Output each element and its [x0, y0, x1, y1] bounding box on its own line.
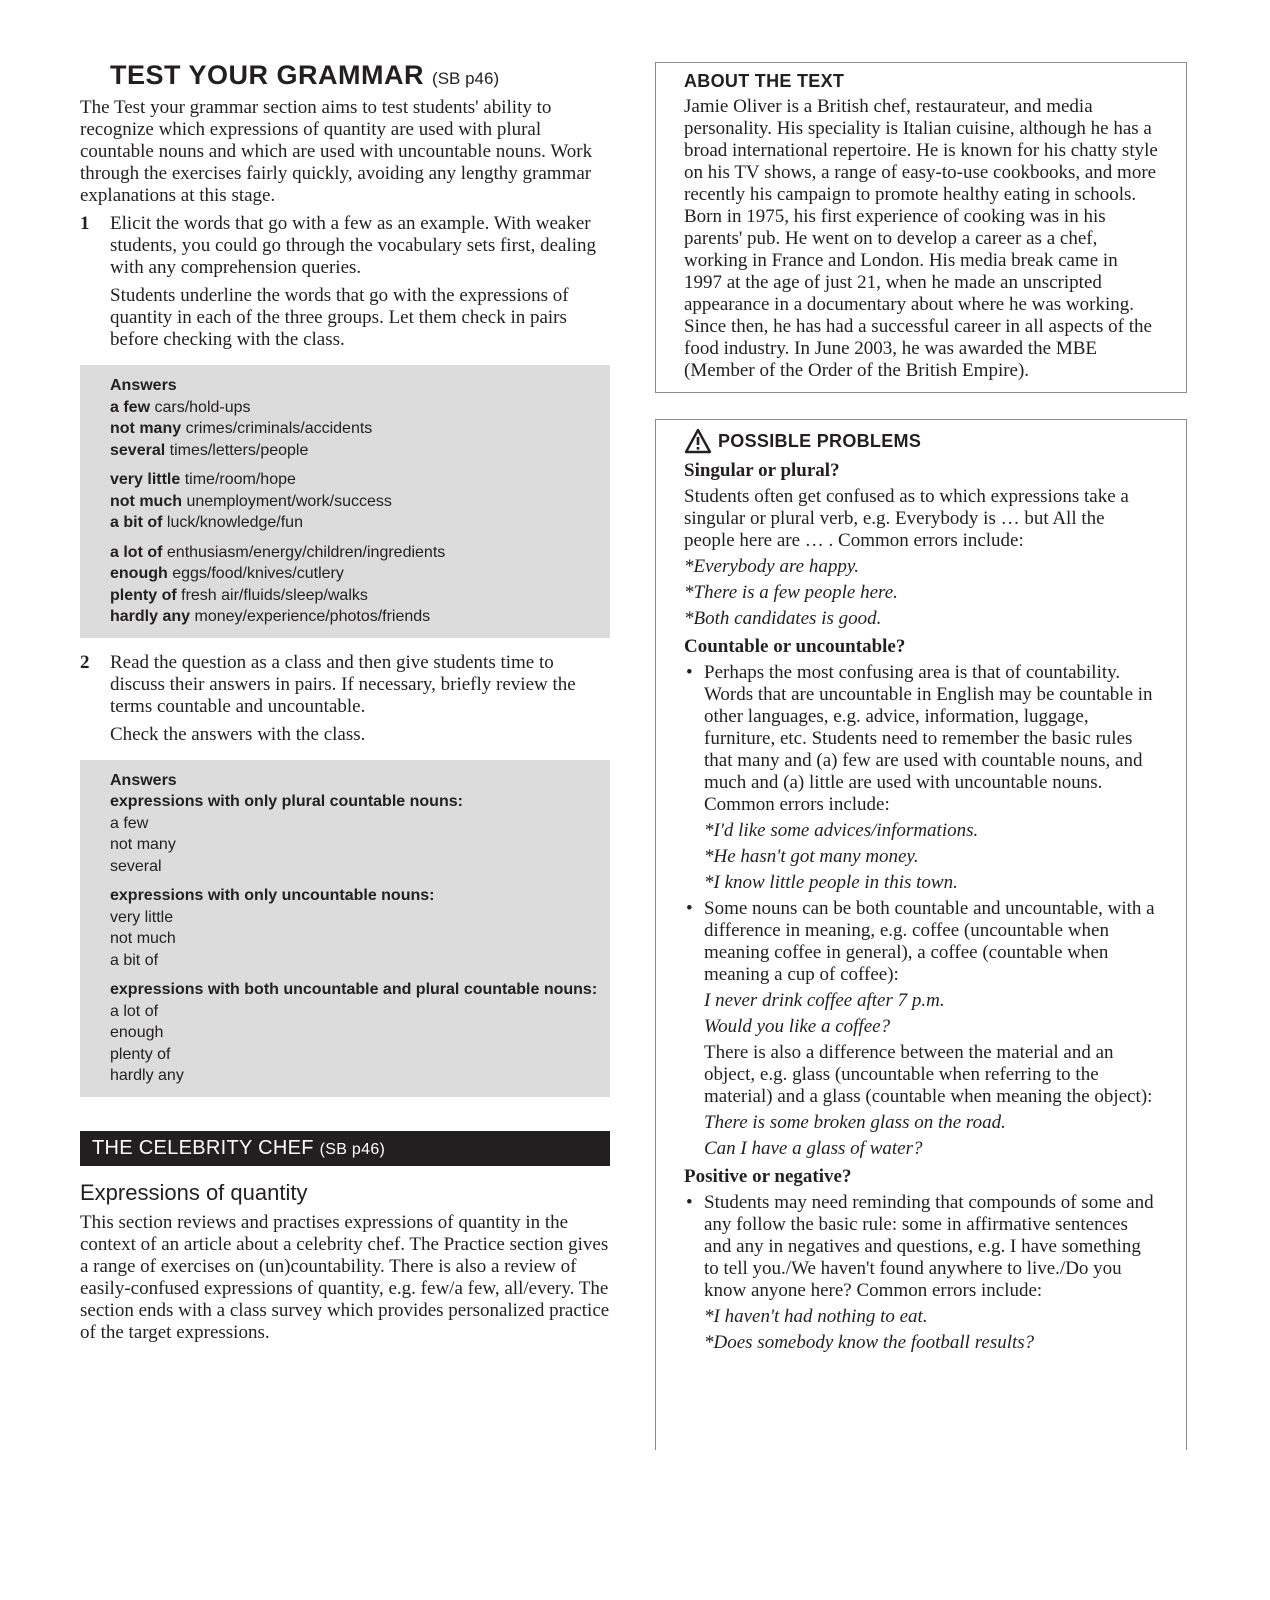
answer-group-heading: expressions with both uncountable and plural countable nouns:	[110, 981, 598, 998]
answers-groups	[110, 791, 610, 1087]
answer-line	[110, 585, 610, 607]
answer-value: fresh air/fluids/sleep/walks	[181, 586, 368, 604]
section-paragraph: This section reviews and practises expressions of quantity in the context of an article about a celebrity chef. The Practice section gives a range of exercises on (un)countability. There is also a review of easily-confused expressions of quantity, e.g. few/a few, all/every. The section ends with a class survey which provides personalized practice of the target expressions.	[80, 1211, 610, 1343]
example: Can I have a glass of water?	[704, 1138, 923, 1159]
answer-value: enthusiasm/energy/children/ingredients	[166, 543, 446, 561]
answer-line	[110, 397, 610, 419]
answer-key: hardly any	[110, 608, 191, 625]
example: *There is a few people here.	[684, 582, 898, 603]
answer-value: luck/knowledge/fun	[166, 514, 303, 531]
heading-ref: (SB p46)	[432, 69, 500, 88]
answers-groups	[110, 397, 610, 628]
answer-key: very little	[110, 471, 181, 488]
answer-key: a few	[110, 398, 151, 416]
answer-key: several	[110, 441, 166, 459]
subheading: Expressions of quantity	[80, 1179, 308, 1205]
answer-line	[110, 469, 610, 491]
answer-line: plenty of	[110, 1045, 171, 1063]
example: *He hasn't got many money.	[704, 846, 919, 867]
answer-line: a lot of	[110, 1002, 159, 1020]
example: *I haven't had nothing to eat.	[704, 1306, 928, 1327]
answer-line: several	[110, 857, 162, 875]
problems-header	[684, 428, 1158, 454]
banner-ref: (SB p46)	[319, 1140, 386, 1158]
answer-value: time/room/hope	[184, 471, 296, 488]
about-title: ABOUT THE TEXT	[684, 71, 845, 91]
answer-group-heading: expressions with only uncountable nouns:	[110, 887, 435, 904]
answer-line: hardly any	[110, 1067, 184, 1084]
exercise-item-1	[80, 213, 610, 279]
answer-line: very little	[110, 908, 174, 926]
answer-key: plenty of	[110, 586, 177, 604]
answers-box-2	[80, 760, 610, 1097]
answers-title: Answers	[110, 377, 177, 394]
item-number: 1	[80, 213, 90, 234]
example: *Does somebody know the football results?	[704, 1332, 1035, 1353]
item-text: Elicit the words that go with a few as an example. With weaker students, you could go through the vocabulary sets first, dealing with any comprehension queries.	[110, 213, 596, 278]
item-text: Read the question as a class and then give students time to discuss their answers in pairs. If necessary, briefly review the terms countable and uncountable.	[110, 651, 576, 717]
item-subtext: Students underline the words that go with the expressions of quantity in each of the three groups. Let them check in pairs before checking with the class.	[110, 285, 569, 350]
countable-heading: Countable or uncountable?	[684, 636, 906, 657]
answer-line: a few	[110, 814, 149, 832]
answer-group	[110, 397, 610, 462]
answer-value: times/letters/people	[169, 441, 309, 459]
answer-value: unemployment/work/success	[186, 492, 392, 510]
answer-line	[110, 563, 610, 585]
section-banner	[80, 1131, 610, 1166]
answers-title: Answers	[110, 771, 177, 789]
about-paragraph: Jamie Oliver is a British chef, restaurateur, and media personality. His speciality is Italian cuisine, although he has a broad international repertoire. He is known for his chatty style on his TV shows, a range of easy-to-use cookbooks, and more recently his campaign to promote healthy eating in schools. Born in 1975, his first experience of cooking was in his parents' pub. He went on to develop a career as a chef, working in France and London. His media break came in 1997 at the age of just 21, when he made an unscripted appearance in a documentary about where he was working. Since then, he has had a successful career in all aspects of the food industry. In June 2003, he was awarded the MBE (Member of the Order of the British Empire).	[684, 96, 1158, 381]
banner-title: THE CELEBRITY CHEF	[92, 1136, 314, 1159]
answer-key: not much	[110, 492, 182, 510]
answer-key: not many	[110, 420, 182, 437]
answer-line	[110, 606, 610, 628]
answer-line: enough	[110, 1024, 164, 1041]
problems-title: POSSIBLE PROBLEMS	[718, 430, 922, 451]
example: There is some broken glass on the road.	[704, 1112, 1006, 1133]
answer-line: not many	[110, 836, 176, 853]
example: I never drink coffee after 7 p.m.	[704, 990, 945, 1011]
possible-problems-box	[655, 419, 1187, 1450]
answer-value: eggs/food/knives/cutlery	[172, 565, 344, 582]
answer-line	[110, 542, 610, 564]
answer-value: crimes/criminals/accidents	[185, 420, 373, 437]
warning-icon	[684, 428, 712, 454]
answer-group	[110, 885, 610, 971]
answer-line: a bit of	[110, 951, 159, 969]
answer-value: cars/hold-ups	[154, 398, 251, 416]
heading-text: TEST YOUR GRAMMAR	[110, 60, 425, 90]
answer-group	[110, 791, 610, 877]
right-column	[655, 62, 1187, 1450]
example: *I'd like some advices/informations.	[704, 820, 979, 841]
left-column	[80, 60, 610, 1344]
example: Would you like a coffee?	[704, 1016, 891, 1037]
example: *Everybody are happy.	[684, 556, 859, 577]
singular-text: Students often get confused as to which expressions take a singular or plural verb, e.g. Everybody is … but All the people here are … . Common errors include:	[684, 486, 1129, 551]
item-subtext: Check the answers with the class.	[110, 723, 366, 745]
answer-group-heading: expressions with only plural countable nouns:	[110, 793, 463, 810]
example: *Both candidates is good.	[684, 608, 882, 629]
item-number: 2	[80, 651, 90, 673]
example: *I know little people in this town.	[704, 872, 958, 893]
bullet-item: • Perhaps the most confusing area is that of countability. Words that are uncountable in English may be countable in other languages, e.g. advice, information, luggage, furniture, etc. Students need to remember the basic rules that many and (a) few are used with countable nouns, and much and (a) little are used with uncountable nouns. Common errors include:	[684, 662, 1158, 816]
answer-group	[110, 469, 610, 534]
answer-line	[110, 512, 610, 534]
exercise-item-2	[80, 652, 610, 718]
answer-line: not much	[110, 930, 176, 947]
answer-key: a lot of	[110, 543, 163, 561]
answer-line	[110, 418, 610, 440]
answer-line	[110, 491, 610, 513]
answer-value: money/experience/photos/friends	[194, 608, 431, 625]
singular-heading: Singular or plural?	[684, 460, 840, 481]
intro-paragraph: The Test your grammar section aims to test students' ability to recognize which expressions of quantity are used with plural countable nouns and which are used with uncountable nouns. Work through the exercises fairly quickly, avoiding any lengthy grammar explanations at this stage.	[80, 97, 593, 206]
answer-key: a bit of	[110, 514, 163, 531]
answers-box-1	[80, 365, 610, 638]
answer-line	[110, 440, 610, 462]
bullet-continuation: There is also a difference between the material and an object, e.g. glass (uncountable when referring to the material) and a glass (countable when meaning the object):	[704, 1042, 1153, 1107]
answer-group	[110, 979, 610, 1087]
positive-heading: Positive or negative?	[684, 1166, 852, 1187]
bullet-item: • Some nouns can be both countable and uncountable, with a difference in meaning, e.g. coffee (uncountable when meaning coffee in general), a coffee (countable when meaning a cup of coffee):	[684, 898, 1158, 986]
about-the-text-box	[655, 62, 1187, 393]
section-heading	[110, 60, 610, 91]
bullet-item: • Students may need reminding that compounds of some and any follow the basic rule: some in affirmative sentences and any in negatives and questions, e.g. I have something to tell you./We haven't found anywhere to live./Do you know anyone here? Common errors include:	[684, 1192, 1158, 1302]
answer-group	[110, 542, 610, 628]
answer-key: enough	[110, 565, 168, 582]
